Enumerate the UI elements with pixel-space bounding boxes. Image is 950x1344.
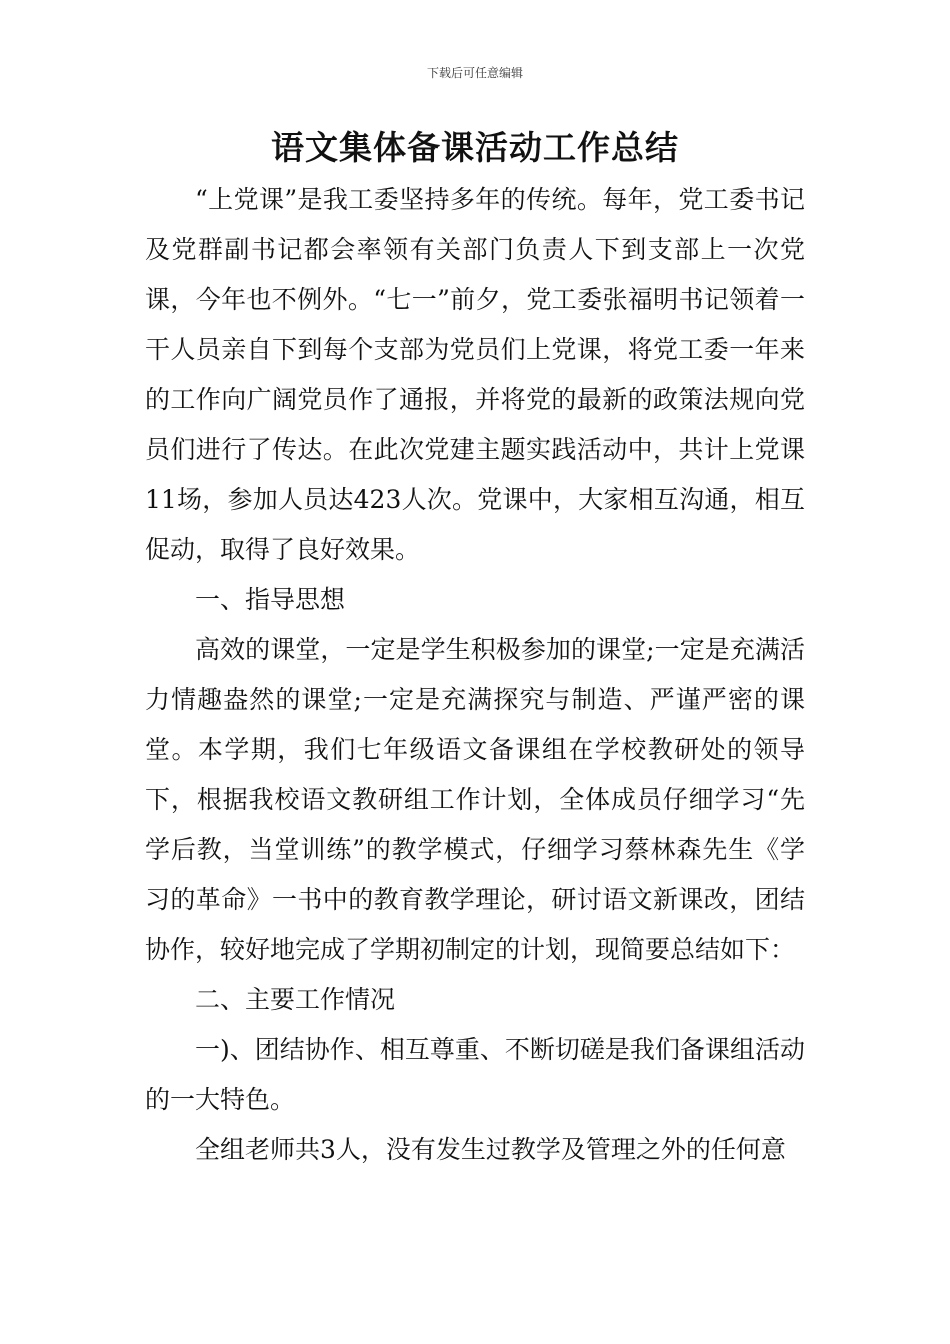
document-title: 语文集体备课活动工作总结 <box>271 128 679 167</box>
header-note: 下载后可任意编辑 <box>426 66 523 80</box>
paragraph-guiding-thought: 高效的课堂，一定是学生积极参加的课堂;一定是充满活力情趣盎然的课堂;一定是充满探究与制造、严谨严密的课堂。本学期，我们七年级语文备课组在学校教研处的领导下，根据我校语文教研组工作计划，全体成员仔细学习“先学后教，当堂训练”的教学模式，仔细学习蔡林森先生《学习的革命》一书中的教育教学理论，研讨语文新课改，团结协作，较好地完成了学期初制定的计划，现简要总结如下： <box>145 635 805 964</box>
subsection-heading-teamwork: 一)、团结协作、相互尊重、不断切磋是我们备课组活动的一大特色。 <box>145 1035 805 1114</box>
paragraph-intro: “上党课”是我工委坚持多年的传统。每年，党工委书记及党群副书记都会率领有关部门负责人下到支部上一次党课，今年也不例外。“七一”前夕，党工委张福明书记领着一干人员亲自下到每个支部为党员们上党课，将党工委一年来的工作向广阔党员作了通报，并将党的最新的政策法规向党员们进行了传达。在此次党建主题实践活动中，共计上党课11场，参加人员达423人次。党课中，大家相互沟通，相互促动，取得了良好效果。 <box>145 185 805 564</box>
paragraph-teamwork: 全组老师共3人，没有发生过教学及管理之外的任何意 <box>195 1135 786 1164</box>
section-heading-guiding-thought: 一、指导思想 <box>195 585 346 614</box>
document-body <box>145 175 805 1175</box>
section-heading-main-work: 二、主要工作情况 <box>195 985 396 1014</box>
